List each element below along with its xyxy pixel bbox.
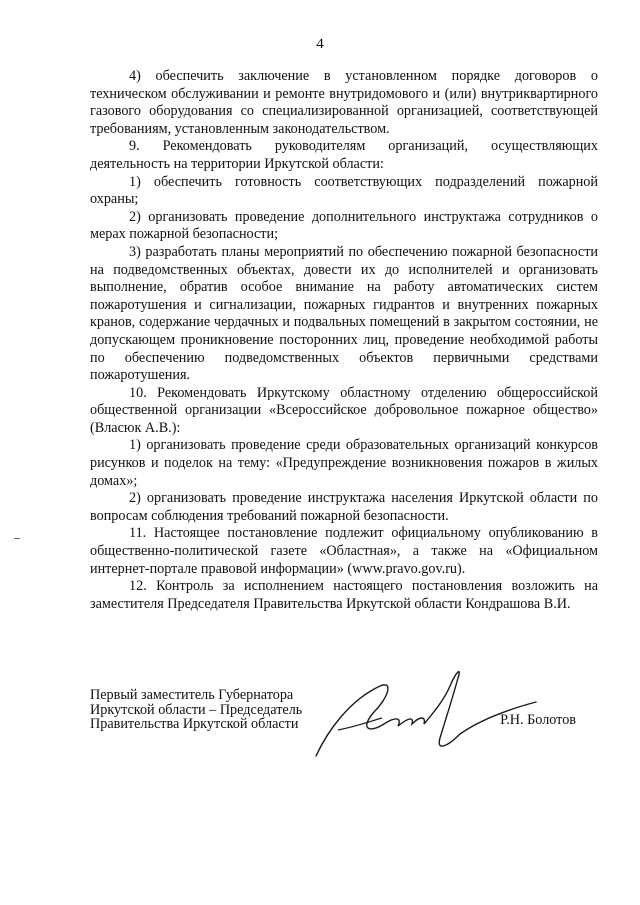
signer-name: Р.Н. Болотов: [500, 712, 576, 728]
paragraph-9: 9. Рекомендовать руководителям организаций, осуществляющих деятельность на территории Иркутской области:: [90, 138, 598, 172]
signer-title: Первый заместитель Губернатора Иркутской области – Председатель Правительства Иркутской области: [90, 687, 303, 733]
paragraph-12: 12. Контроль за исполнением настоящего постановления возложить на заместителя Председателя Правительства Иркутской области Кондрашова В.И.: [90, 578, 598, 612]
paragraph-9-subitem-3: 3) разработать планы мероприятий по обеспечению пожарной безопасности на подведомственных объектах, довести их до исполнителей и организовать выполнение, обратив особое внимание на работу автоматических систем пожаротушения и сигнализации, пожарных гидрантов и внутренних пожарных кранов, содержание чердачных и подвальных помещений в закрытом состоянии, не допускающем проникновение посторонних лиц, проведение необходимой работы по обеспечению подведомственных объектов первичными средствами пожаротушения.: [90, 243, 598, 384]
margin-mark: [14, 538, 20, 539]
signature-block: [90, 688, 598, 768]
paragraph-11: 11. Настоящее постановление подлежит официальному опубликованию в общественно-политической газете «Областная», а также на «Официальном интернет-портале правовой информации» (www.pravo.gov.ru).: [90, 525, 598, 577]
paragraph-10: 10. Рекомендовать Иркутскому областному отделению общероссийской общественной организации «Всероссийское добровольное пожарное общество» (Власюк А.В.):: [90, 384, 598, 436]
paragraph-10-subitem-2: 2) организовать проведение инструктажа населения Иркутской области по вопросам соблюдения требований пожарной безопасности.: [90, 490, 598, 524]
paragraph-9-subitem-2: 2) организовать проведение дополнительного инструктажа сотрудников о мерах пожарной безопасности;: [90, 208, 598, 243]
paragraph-9-subitem-1: 1) обеспечить готовность соответствующих подразделений пожарной охраны;: [90, 173, 598, 208]
page-number: 4: [316, 36, 324, 52]
paragraph-4-subitem: 4) обеспечить заключение в установленном порядке договоров о техническом обслуживании и ремонте внутридомового и (или) внутриквартирного газового оборудования со специализированной организацией, соответствующей требованиям, установленным законодательством.: [90, 68, 598, 137]
document-body: [90, 68, 598, 613]
paragraph-10-subitem-1: 1) организовать проведение среди образовательных организаций конкурсов рисунков и поделок на тему: «Предупреждение возникновения пожаров в жилых домах»;: [90, 437, 598, 489]
